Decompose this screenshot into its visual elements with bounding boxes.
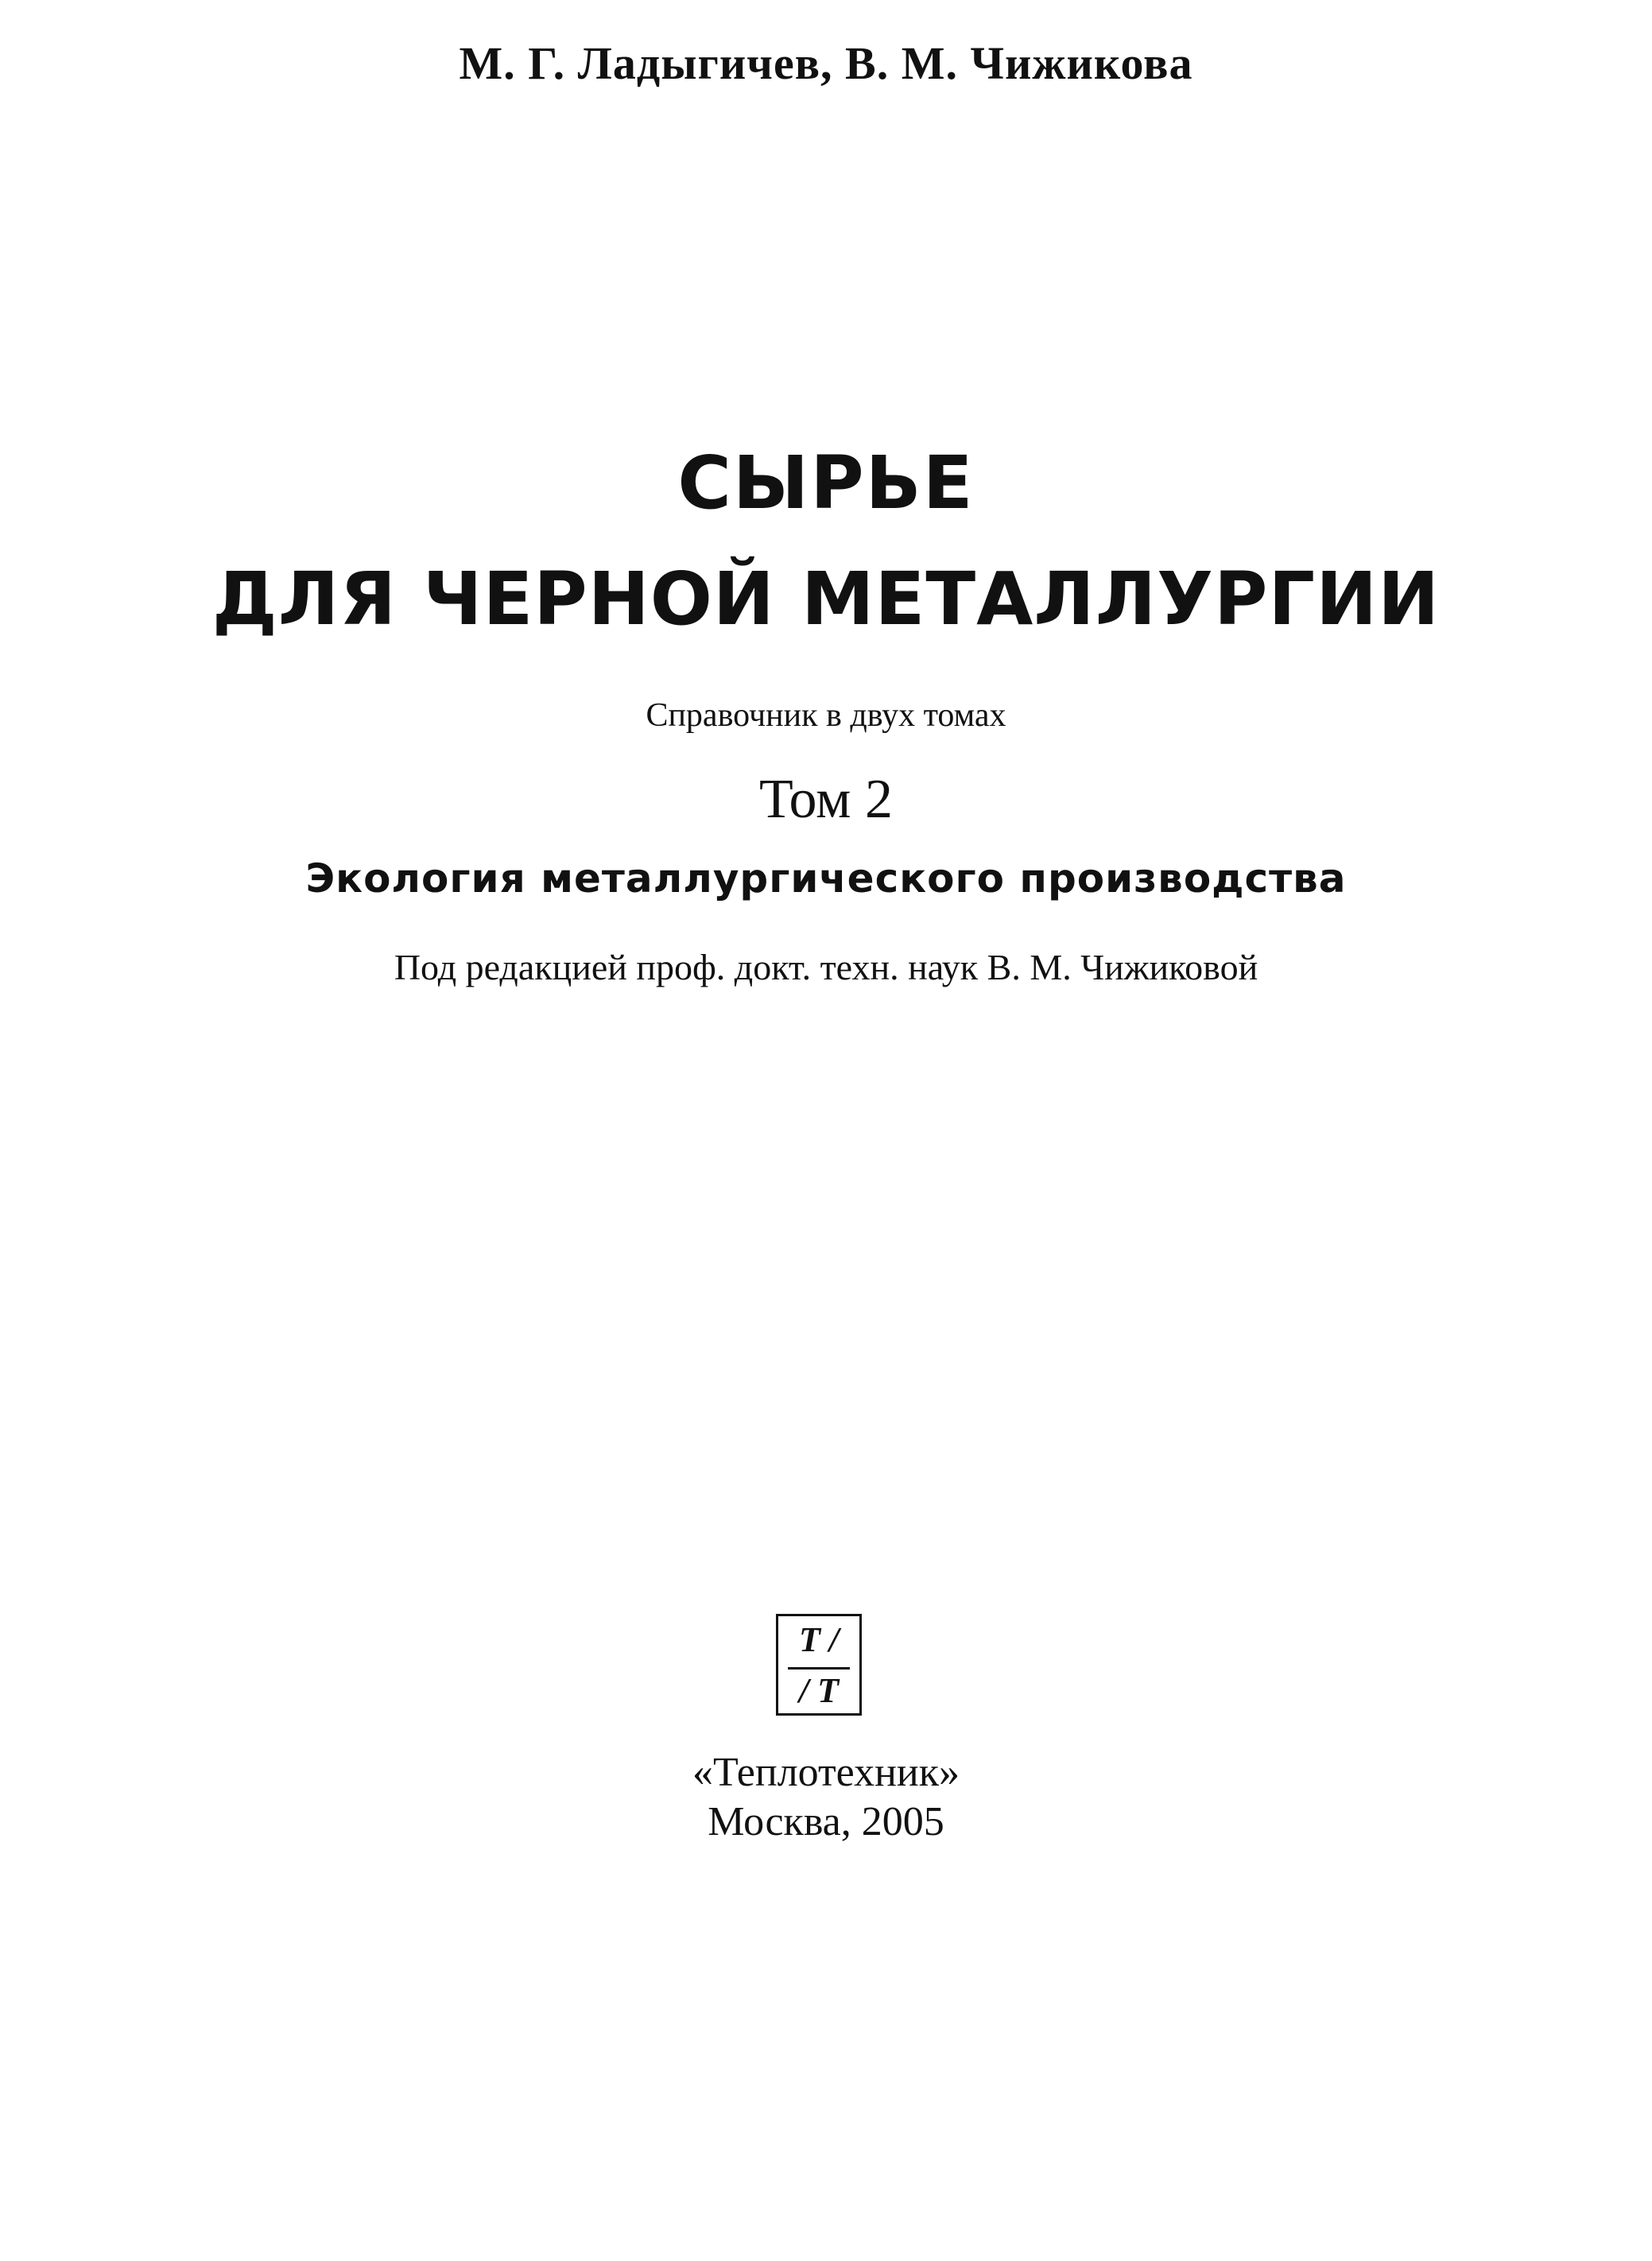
publisher-name: «Теплотехник»: [692, 1750, 960, 1795]
book-title-line-2: ДЛЯ ЧЕРНОЙ МЕТАЛЛУРГИИ: [211, 557, 1441, 642]
logo-bottom-text: / T: [798, 1671, 840, 1710]
logo-divider: [788, 1667, 850, 1670]
subtitle: Справочник в двух томах: [646, 697, 1006, 734]
volume-label: Том 2: [759, 769, 893, 830]
publisher-logo: [776, 1614, 862, 1716]
authors: М. Г. Ладыгичев, В. М. Чижикова: [459, 37, 1193, 89]
book-title-line-1: СЫРЬЕ: [677, 440, 975, 525]
logo-top-text: T /: [798, 1620, 840, 1659]
editor-line: Под редакцией проф. докт. техн. наук В. М. Чижиковой: [394, 947, 1258, 987]
volume-title: Экология металлургического производства: [305, 855, 1347, 902]
place-and-year: Москва, 2005: [708, 1799, 944, 1844]
